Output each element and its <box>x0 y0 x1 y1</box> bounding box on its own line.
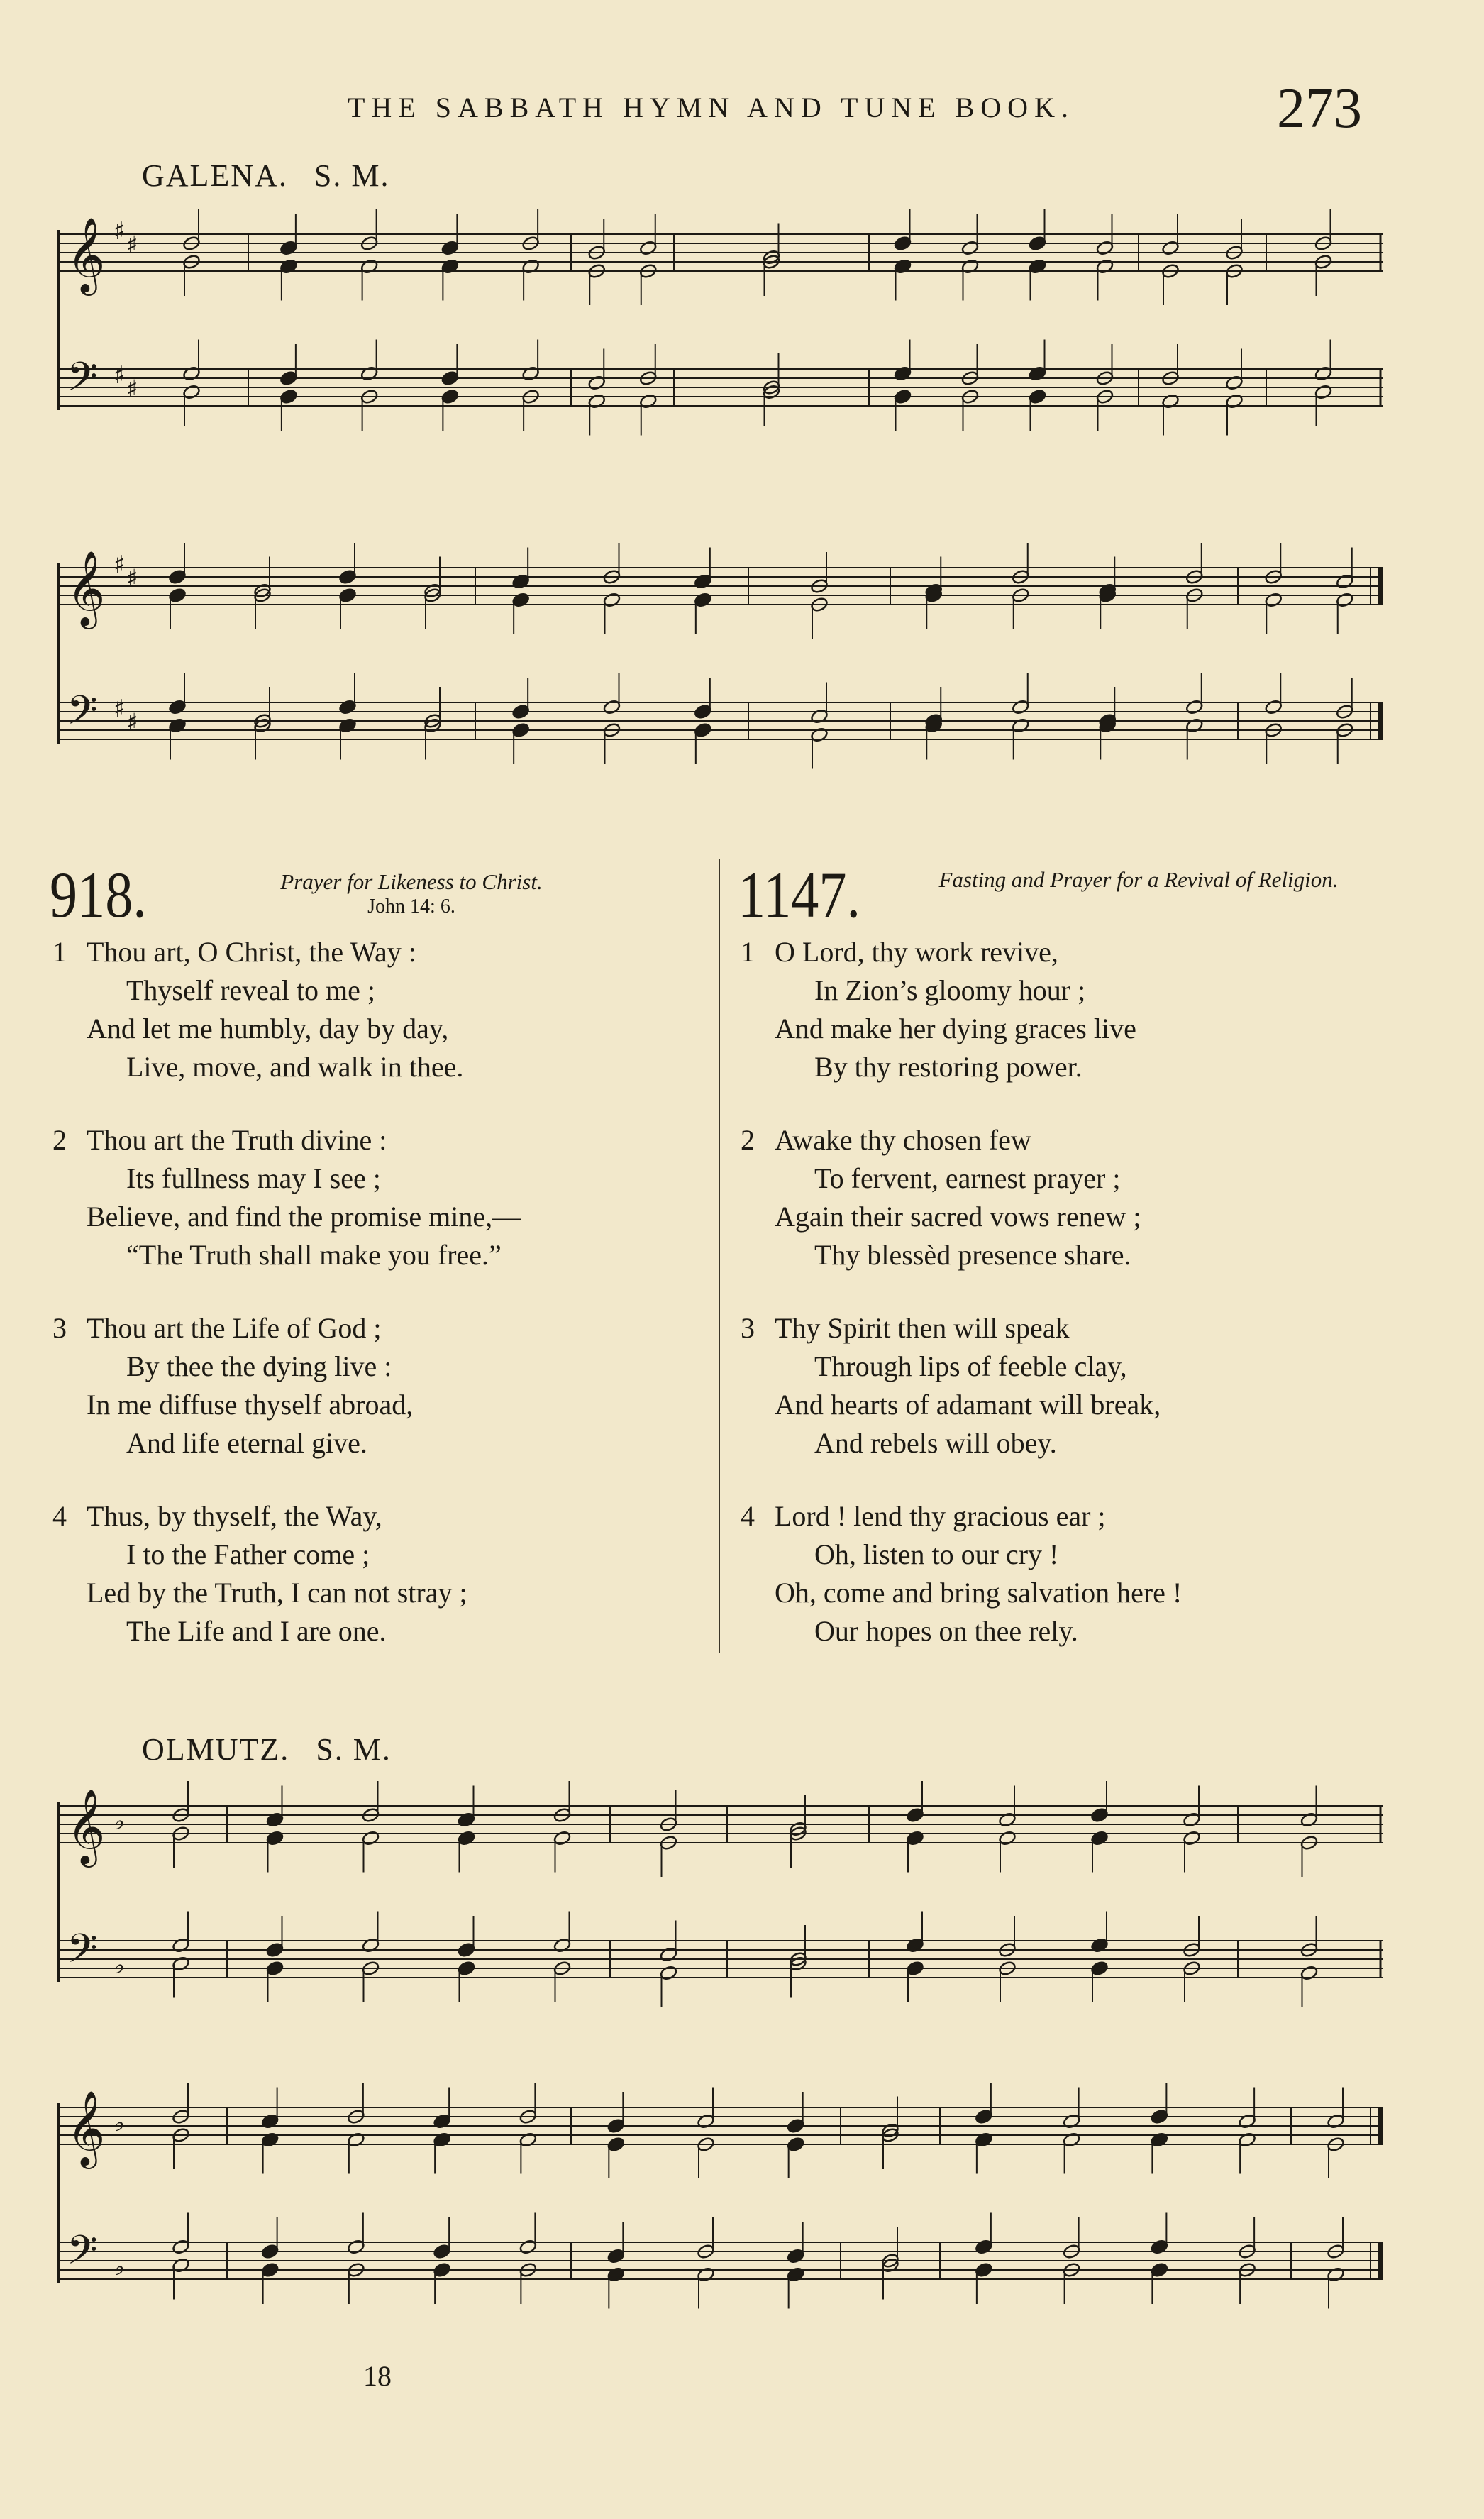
note-head <box>694 678 712 720</box>
note-head <box>1225 219 1244 260</box>
note-head <box>260 2217 279 2259</box>
note-head <box>360 209 378 251</box>
note-head <box>1098 588 1117 629</box>
note-head <box>182 209 201 251</box>
page-number: 273 <box>1277 77 1362 140</box>
verse-line: Thus, by thyself, the Way, <box>87 1500 382 1532</box>
note-head <box>1314 254 1332 296</box>
note-head <box>457 1916 475 1958</box>
note-head <box>441 258 459 300</box>
note-head <box>1095 389 1114 431</box>
verse-line: Thy blessèd presence share. <box>814 1239 1131 1271</box>
note-head <box>1336 592 1354 634</box>
note-head <box>1090 1912 1109 1953</box>
note-head <box>659 1921 677 1963</box>
verse-line: Again their sacred vows renew ; <box>775 1201 1141 1233</box>
note-head <box>433 2088 451 2129</box>
note-head <box>1095 344 1114 386</box>
olmutz-system-1 <box>57 1777 1397 2076</box>
note-head <box>338 588 357 629</box>
note-head <box>519 2083 537 2124</box>
treble-clef-icon: 𝄞 <box>67 550 106 626</box>
scripture-reference: John 14: 6. <box>367 895 455 917</box>
note-head <box>960 344 979 386</box>
note-head <box>253 588 272 629</box>
note-head <box>265 1830 284 1872</box>
printer-signature: 18 <box>363 2360 392 2392</box>
verse-line: O Lord, thy work revive, <box>775 936 1058 968</box>
note-head <box>906 1961 924 2002</box>
stanza <box>741 1121 1141 1274</box>
note-head <box>893 340 912 382</box>
note-head <box>659 1790 677 1832</box>
note-head <box>975 2132 993 2173</box>
note-head <box>168 543 187 585</box>
note-head <box>1336 678 1354 720</box>
note-head <box>1183 1786 1201 1828</box>
stanza <box>741 933 1136 1086</box>
note-head <box>1238 2217 1256 2259</box>
note-head <box>1150 2262 1168 2304</box>
note-head <box>338 673 357 715</box>
note-head <box>1264 722 1283 764</box>
note-head <box>1028 258 1046 300</box>
note-head <box>639 344 658 386</box>
note-head <box>172 1826 190 1868</box>
note-head <box>521 258 540 300</box>
note-head <box>697 2088 715 2129</box>
note-head <box>659 1835 677 1877</box>
note-head <box>1062 2262 1080 2304</box>
verse-line: In Zion’s gloomy hour ; <box>814 974 1086 1006</box>
note-head <box>360 258 378 300</box>
note-head <box>279 258 298 300</box>
note-head <box>1327 2088 1345 2129</box>
note-head <box>361 1961 380 2002</box>
note-head <box>1028 340 1046 382</box>
bass-clef-icon: 𝄢 <box>67 688 98 744</box>
sharp-icon: ♯ <box>113 550 126 579</box>
note-head <box>1090 1961 1109 2002</box>
note-head <box>1095 258 1114 300</box>
hymn-number: 1147. <box>738 859 861 931</box>
music-staff-system <box>57 2079 1397 2377</box>
tune-name: OLMUTZ. <box>142 1732 290 1767</box>
note-head <box>1062 2132 1080 2173</box>
note-head <box>587 219 606 260</box>
note-head <box>762 254 780 296</box>
note-head <box>1183 1830 1201 1872</box>
note-head <box>1185 543 1204 585</box>
verse-line: Oh, listen to our cry ! <box>814 1538 1059 1570</box>
note-head <box>975 2213 993 2255</box>
music-staff-system <box>57 539 1397 837</box>
note-head <box>172 1956 190 1997</box>
note-head <box>1012 717 1030 759</box>
note-head <box>1090 1781 1109 1823</box>
stanza-number: 4 <box>52 1500 67 1532</box>
note-head <box>659 1965 677 2007</box>
verse-line: And life eternal give. <box>126 1427 367 1459</box>
note-head <box>639 263 658 305</box>
note-head <box>694 592 712 634</box>
note-head <box>433 2217 451 2259</box>
note-head <box>253 717 272 759</box>
note-head <box>975 2083 993 2124</box>
flat-icon: ♭ <box>113 1951 126 1980</box>
note-head <box>602 592 621 634</box>
note-head <box>1012 543 1030 585</box>
note-head <box>1327 2266 1345 2308</box>
hymn-subtitle: Fasting and Prayer for a Revival of Religion. <box>938 867 1339 892</box>
note-head <box>1150 2213 1168 2255</box>
note-head <box>182 340 201 382</box>
note-head <box>607 2222 625 2264</box>
note-head <box>519 2262 537 2304</box>
note-head <box>423 588 442 629</box>
note-head <box>338 717 357 759</box>
note-head <box>607 2137 625 2178</box>
stanza <box>52 1309 414 1462</box>
note-head <box>1225 349 1244 391</box>
note-head <box>762 384 780 426</box>
note-head <box>279 214 298 256</box>
note-head <box>587 349 606 391</box>
note-head <box>441 389 459 431</box>
note-head <box>457 1830 475 1872</box>
note-head <box>1012 673 1030 715</box>
note-head <box>361 1781 380 1823</box>
note-head <box>881 2127 899 2169</box>
note-head <box>168 588 187 629</box>
music-staff-system <box>57 1777 1397 2076</box>
note-head <box>810 597 829 639</box>
note-head <box>511 722 530 764</box>
note-head <box>960 214 979 256</box>
note-head <box>1238 2088 1256 2129</box>
note-head <box>607 2266 625 2308</box>
galena-system-2 <box>57 539 1397 837</box>
stanza <box>52 1497 467 1650</box>
note-head <box>1183 1916 1201 1958</box>
sharp-icon: ♯ <box>113 360 126 390</box>
note-head <box>960 389 979 431</box>
running-title: THE SABBATH HYMN AND TUNE BOOK. <box>348 92 1075 123</box>
note-head <box>553 1912 571 1953</box>
stanza-number: 1 <box>52 936 67 968</box>
note-head <box>810 552 829 594</box>
note-head <box>893 209 912 251</box>
note-head <box>360 389 378 431</box>
note-head <box>511 678 530 720</box>
note-head <box>893 258 912 300</box>
hymn-number: 918. <box>50 859 147 931</box>
note-head <box>906 1830 924 1872</box>
tune-title-olmutz <box>142 1731 392 1768</box>
note-head <box>1238 2262 1256 2304</box>
note-head <box>697 2266 715 2308</box>
note-head <box>1300 1786 1318 1828</box>
verse-line: I to the Father come ; <box>126 1538 370 1570</box>
note-head <box>521 389 540 431</box>
verse-line: Lord ! lend thy gracious ear ; <box>775 1500 1106 1532</box>
verse-line: Thou art the Truth divine : <box>87 1124 387 1156</box>
note-head <box>1314 340 1332 382</box>
note-head <box>602 673 621 715</box>
note-head <box>457 1961 475 2002</box>
column-divider <box>719 859 720 1653</box>
verse-line: And let me humbly, day by day, <box>87 1013 449 1044</box>
verse-line: By thee the dying live : <box>126 1350 392 1382</box>
note-head <box>182 254 201 296</box>
note-head <box>172 1912 190 1953</box>
stanza-number: 3 <box>52 1312 67 1344</box>
sharp-icon: ♯ <box>113 694 126 723</box>
note-head <box>457 1786 475 1828</box>
note-head <box>1336 548 1354 590</box>
note-head <box>639 214 658 256</box>
note-head <box>998 1786 1017 1828</box>
note-head <box>1095 214 1114 256</box>
note-head <box>361 1912 380 1953</box>
note-head <box>265 1786 284 1828</box>
note-head <box>1185 717 1204 759</box>
note-head <box>521 340 540 382</box>
verse-line: In me diffuse thyself abroad, <box>87 1389 414 1421</box>
verse-line: Through lips of feeble clay, <box>814 1350 1127 1382</box>
verse-line: Led by the Truth, I can not stray ; <box>87 1577 467 1609</box>
note-head <box>924 717 943 759</box>
note-head <box>1264 592 1283 634</box>
note-head <box>1327 2137 1345 2178</box>
tune-title-galena <box>142 158 389 194</box>
verse-line: Live, move, and walk in thee. <box>126 1051 464 1083</box>
stanza-number: 3 <box>741 1312 755 1344</box>
note-head <box>172 2257 190 2299</box>
stanza-number: 2 <box>52 1124 67 1156</box>
note-head <box>1062 2088 1080 2129</box>
note-head <box>881 2257 899 2299</box>
note-head <box>1090 1830 1109 1872</box>
note-head <box>1150 2083 1168 2124</box>
note-head <box>810 727 829 768</box>
verse-line: Thy Spirit then will speak <box>775 1312 1070 1344</box>
note-head <box>279 389 298 431</box>
verse-line: Awake thy chosen few <box>775 1124 1031 1156</box>
note-head <box>511 592 530 634</box>
sharp-icon: ♯ <box>113 216 126 246</box>
bass-clef-icon: 𝄢 <box>67 1926 98 1982</box>
note-head <box>441 214 459 256</box>
stanza-number: 4 <box>741 1500 755 1532</box>
note-head <box>521 209 540 251</box>
note-head <box>519 2213 537 2255</box>
note-head <box>519 2132 537 2173</box>
treble-clef-icon: 𝄞 <box>67 216 106 292</box>
note-head <box>347 2132 365 2173</box>
note-head <box>697 2217 715 2259</box>
bass-clef-icon: 𝄢 <box>67 2227 98 2283</box>
note-head <box>347 2213 365 2255</box>
note-head <box>810 683 829 724</box>
note-head <box>338 543 357 585</box>
verse-line: Thyself reveal to me ; <box>126 974 375 1006</box>
sharp-icon: ♯ <box>126 375 138 404</box>
stanza <box>52 1121 521 1274</box>
note-head <box>168 673 187 715</box>
note-head <box>1238 2132 1256 2173</box>
sharp-icon: ♯ <box>126 708 138 737</box>
verse-line: Thou art the Life of God ; <box>87 1312 382 1344</box>
note-head <box>998 1830 1017 1872</box>
flat-icon: ♭ <box>113 2252 126 2281</box>
verse-line: Its fullness may I see ; <box>126 1162 381 1194</box>
note-head <box>172 2127 190 2169</box>
note-head <box>553 1830 571 1872</box>
verse-line: Our hopes on thee rely. <box>814 1615 1078 1647</box>
note-head <box>1314 209 1332 251</box>
note-head <box>960 258 979 300</box>
note-head <box>260 2088 279 2129</box>
note-head <box>172 2083 190 2124</box>
note-head <box>906 1781 924 1823</box>
note-head <box>1161 214 1180 256</box>
note-head <box>787 2092 805 2134</box>
hymn-subtitle: Prayer for Likeness to Christ. <box>280 869 543 894</box>
note-head <box>787 2222 805 2264</box>
note-head <box>1150 2132 1168 2173</box>
note-head <box>441 344 459 386</box>
treble-clef-icon: 𝄞 <box>67 2090 106 2166</box>
tune-meter: S. M. <box>314 158 390 193</box>
note-head <box>1300 1916 1318 1958</box>
note-head <box>172 2213 190 2255</box>
note-head <box>423 717 442 759</box>
music-staff-system <box>57 206 1397 504</box>
note-head <box>347 2262 365 2304</box>
verse-line: “The Truth shall make you free.” <box>126 1239 502 1271</box>
olmutz-system-2 <box>57 2079 1397 2377</box>
note-head <box>1264 543 1283 585</box>
note-head <box>260 2132 279 2173</box>
flat-icon: ♭ <box>113 2108 126 2137</box>
note-head <box>1098 717 1117 759</box>
verse-line: And rebels will obey. <box>814 1427 1057 1459</box>
verse-line: To fervent, earnest prayer ; <box>814 1162 1121 1194</box>
note-head <box>1161 344 1180 386</box>
note-head <box>789 1956 807 1997</box>
note-head <box>694 548 712 590</box>
note-head <box>1161 263 1180 305</box>
verse-line: And hearts of adamant will break, <box>775 1389 1161 1421</box>
verse-line: Oh, come and bring salvation here ! <box>775 1577 1183 1609</box>
stanza <box>741 1497 1183 1650</box>
note-head <box>587 263 606 305</box>
galena-system-1 <box>57 206 1397 504</box>
note-head <box>694 722 712 764</box>
note-head <box>182 384 201 426</box>
note-head <box>1183 1961 1201 2002</box>
note-head <box>1300 1835 1318 1877</box>
note-head <box>1327 2217 1345 2259</box>
note-head <box>639 393 658 435</box>
note-head <box>998 1961 1017 2002</box>
note-head <box>789 1826 807 1868</box>
note-head <box>1314 384 1332 426</box>
note-head <box>1062 2217 1080 2259</box>
note-head <box>1225 393 1244 435</box>
note-head <box>893 389 912 431</box>
note-head <box>361 1830 380 1872</box>
tune-name: GALENA. <box>142 158 288 193</box>
verse-line: Believe, and find the promise mine,— <box>87 1201 521 1233</box>
note-head <box>553 1781 571 1823</box>
verse-line: The Life and I are one. <box>126 1615 387 1647</box>
note-head <box>602 543 621 585</box>
note-head <box>1185 588 1204 629</box>
stanza-number: 2 <box>741 1124 755 1156</box>
note-head <box>587 393 606 435</box>
note-head <box>347 2083 365 2124</box>
note-head <box>1028 389 1046 431</box>
note-head <box>975 2262 993 2304</box>
bass-clef-icon: 𝄢 <box>67 354 98 410</box>
note-head <box>1185 673 1204 715</box>
note-head <box>433 2262 451 2304</box>
note-head <box>265 1916 284 1958</box>
note-head <box>511 548 530 590</box>
sharp-icon: ♯ <box>126 231 138 260</box>
verse-line: And make her dying graces live <box>775 1013 1136 1044</box>
note-head <box>787 2266 805 2308</box>
verse-line: By thy restoring power. <box>814 1051 1082 1083</box>
note-head <box>433 2132 451 2173</box>
treble-clef-icon: 𝄞 <box>67 1788 106 1864</box>
note-head <box>787 2137 805 2178</box>
note-head <box>998 1916 1017 1958</box>
note-head <box>924 588 943 629</box>
note-head <box>1012 588 1030 629</box>
stanza <box>52 933 464 1086</box>
verse-line: Thou art, O Christ, the Way : <box>87 936 416 968</box>
note-head <box>279 344 298 386</box>
note-head <box>1336 722 1354 764</box>
tune-meter: S. M. <box>316 1732 392 1767</box>
sharp-icon: ♯ <box>126 564 138 593</box>
note-head <box>1300 1965 1318 2007</box>
stanza-number: 1 <box>741 936 755 968</box>
note-head <box>168 717 187 759</box>
flat-icon: ♭ <box>113 1807 126 1836</box>
note-head <box>1264 673 1283 715</box>
note-head <box>172 1781 190 1823</box>
note-head <box>1161 393 1180 435</box>
note-head <box>906 1912 924 1953</box>
note-head <box>265 1961 284 2002</box>
note-head <box>1028 209 1046 251</box>
note-head <box>1225 263 1244 305</box>
note-head <box>360 340 378 382</box>
note-head <box>602 722 621 764</box>
note-head <box>607 2092 625 2134</box>
note-head <box>260 2262 279 2304</box>
stanza <box>741 1309 1161 1462</box>
note-head <box>553 1961 571 2002</box>
note-head <box>697 2137 715 2178</box>
